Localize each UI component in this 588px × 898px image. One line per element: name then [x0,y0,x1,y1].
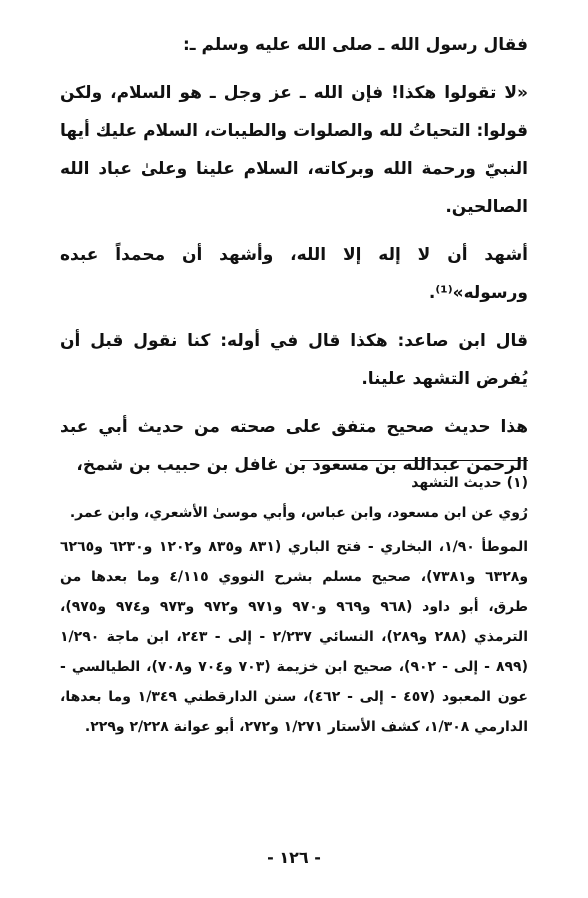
footnote-divider [300,460,528,461]
shahada-paragraph: أشهد أن لا إله إلا الله، وأشهد أن محمداً عبده ورسوله»⁽¹⁾. [60,245,528,303]
main-text [60,26,528,484]
footnote-title: (١) حديث التشهد [411,475,528,491]
hadith-paragraph: «لا تقولوا هكذا! فإن الله ـ عز وجل ـ هو السلام، ولكن قولوا: التحياتُ لله والصلوات والطيبات، السلام عليك أيها النبيّ ورحمة الله وبركاته، السلام علينا وعلىٰ عباد الله الصالحين. [60,83,528,217]
ibn-saed-paragraph: قال ابن صاعد: هكذا قال في أوله: كنا نقول قبل أن يُفرض التشهد علينا. [60,331,528,389]
footnotes [60,468,528,742]
intro-line: فقال رسول الله ـ صلى الله عليه وسلم ـ: [182,35,528,55]
grading-paragraph: هذا حديث صحيح متفق على صحته من حديث أبي عبد الرحمن عبدالله بن مسعود بن غافل بن حبيب بن شمخ، [60,417,528,475]
footnote-references: الموطأ ١/٩٠، البخاري - فتح الباري (٨٣١ و٨٣٥ و١٢٠٢ و٦٢٣٠ و٦٢٦٥ و٦٣٢٨ و٧٣٨١)، صحيح مسلم بشرح النووي ٤/١١٥ وما بعدها من طرق، أبو داود (٩٦٨ و٩٦٩ و٩٧٠ و٩٧١ و٩٧٢ و٩٧٣ و٩٧٤ و٩٧٥)، الترمذي (٢٨٨ و٢٨٩)، النسائي ٢/٢٣٧ - إلى - ٢٤٣، ابن ماجة ١/٢٩٠ (٨٩٩ - إلى - ٩٠٢)، صحيح ابن خزيمة (٧٠٣ و٧٠٤ و٧٠٨)، الطيالسي - عون المعبود (٤٥٧ - إلى - ٤٦٢)، سنن الدارقطني ١/٣٤٩ وما بعدها، الدارمي ١/٣٠٨، كشف الأستار ١/٢٧١ و٢٧٢، أبو عوانة ٢/٢٢٨ و٢٢٩. [60,539,529,735]
footnote-narrators: رُوي عن ابن مسعود، وابن عباس، وأبي موسىٰ الأشعري، وابن عمر. [69,505,528,521]
page-number: - ١٢٦ - [267,848,321,867]
